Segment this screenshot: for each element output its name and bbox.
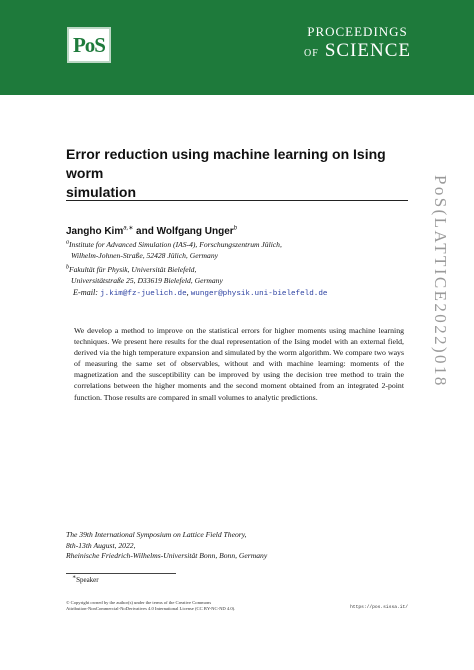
affiliation-label: b xyxy=(66,264,69,271)
paper-title xyxy=(66,145,396,202)
footnote-text: Speaker xyxy=(76,576,99,584)
copyright-notice xyxy=(66,600,235,612)
affiliation-b-line2: Universitätstraße 25, D33619 Bielefeld, Germany xyxy=(71,276,223,285)
author-name: Jangho Kim xyxy=(66,226,124,237)
footnote-rule xyxy=(66,573,176,574)
footnote-mark: ∗ xyxy=(72,574,77,581)
title-rule xyxy=(66,200,408,201)
copyright-line2: Attribution-NonCommercial-NoDerivatives 4.0 International License (CC BY-NC-ND 4.0). xyxy=(66,606,236,611)
affiliation-a-line2: Wilhelm-Johnen-Straße, 52428 Jülich, Germany xyxy=(71,251,218,260)
journal-title-proceedings: PROCEEDINGS xyxy=(307,24,408,39)
site-url-link[interactable]: https://pos.sissa.it/ xyxy=(350,605,408,610)
affiliation-a-line1: Institute for Advanced Simulation (IAS-4), Forschungszentrum Jülich, xyxy=(69,240,282,249)
email-line xyxy=(73,288,327,298)
affiliation-a xyxy=(66,239,282,261)
affiliation-b xyxy=(66,264,223,286)
footnote xyxy=(72,576,99,584)
author-name: Wolfgang Unger xyxy=(156,226,234,237)
pos-logo xyxy=(67,27,111,63)
journal-title-science: SCIENCE xyxy=(324,40,411,61)
journal-title xyxy=(304,25,411,60)
journal-title-of: OF xyxy=(304,48,319,59)
conference-line2: 8th-13th August, 2022, xyxy=(66,540,136,550)
abstract-text: We develop a method to improve on the statistical errors for higher moments using machine learning techniques. We present here results for the dual representation of the Ising model with an external field, derived via the high temperature expansion and simulated by the worm algorithm. We compare two ways of measuring the same set of observables, without and with machine learning: moments of the magnetization and the susceptibility can be improved by using the decision tree method to train the correlations between the higher moments and the second moment obtained from an integrated 2-point function. Those results are compared in small volumes to analytic predictions. xyxy=(74,326,404,402)
affiliation-b-line1: Fakultät für Physik, Universität Bielefeld, xyxy=(69,265,197,274)
paper-title-line1: Error reduction using machine learning on Ising worm xyxy=(66,146,386,181)
side-stamp xyxy=(431,175,460,465)
conference-line1: The 39th International Symposium on Lattice Field Theory, xyxy=(66,530,247,539)
header-band xyxy=(0,0,474,95)
author-conjunction: and xyxy=(133,226,157,237)
email-link-unger[interactable]: wunger@physik.uni-bielefeld.de xyxy=(190,290,328,298)
affiliation-label: a xyxy=(66,239,69,246)
email-link-kim[interactable]: j.kim@fz-juelich.de xyxy=(100,290,187,298)
conference-info xyxy=(66,530,267,562)
side-stamp-text: PoS(LATTICE2022)018 xyxy=(431,175,450,388)
paper-title-line2: simulation xyxy=(66,184,137,200)
journal-title-line2 xyxy=(304,41,411,60)
conference-line3: Rheinische Friedrich-Wilhelms-Universität Bonn, Bonn, Germany xyxy=(66,551,268,561)
email-separator: , xyxy=(186,288,189,297)
author-list xyxy=(66,226,237,237)
email-label: E-mail: xyxy=(73,288,99,297)
pos-logo-text: PoS xyxy=(72,32,105,57)
author-affil-mark: a,∗ xyxy=(123,225,134,232)
copyright-line1: © Copyright owned by the author(s) under the terms of the Creative Commons xyxy=(66,600,212,605)
author-affil-mark: b xyxy=(233,225,237,232)
